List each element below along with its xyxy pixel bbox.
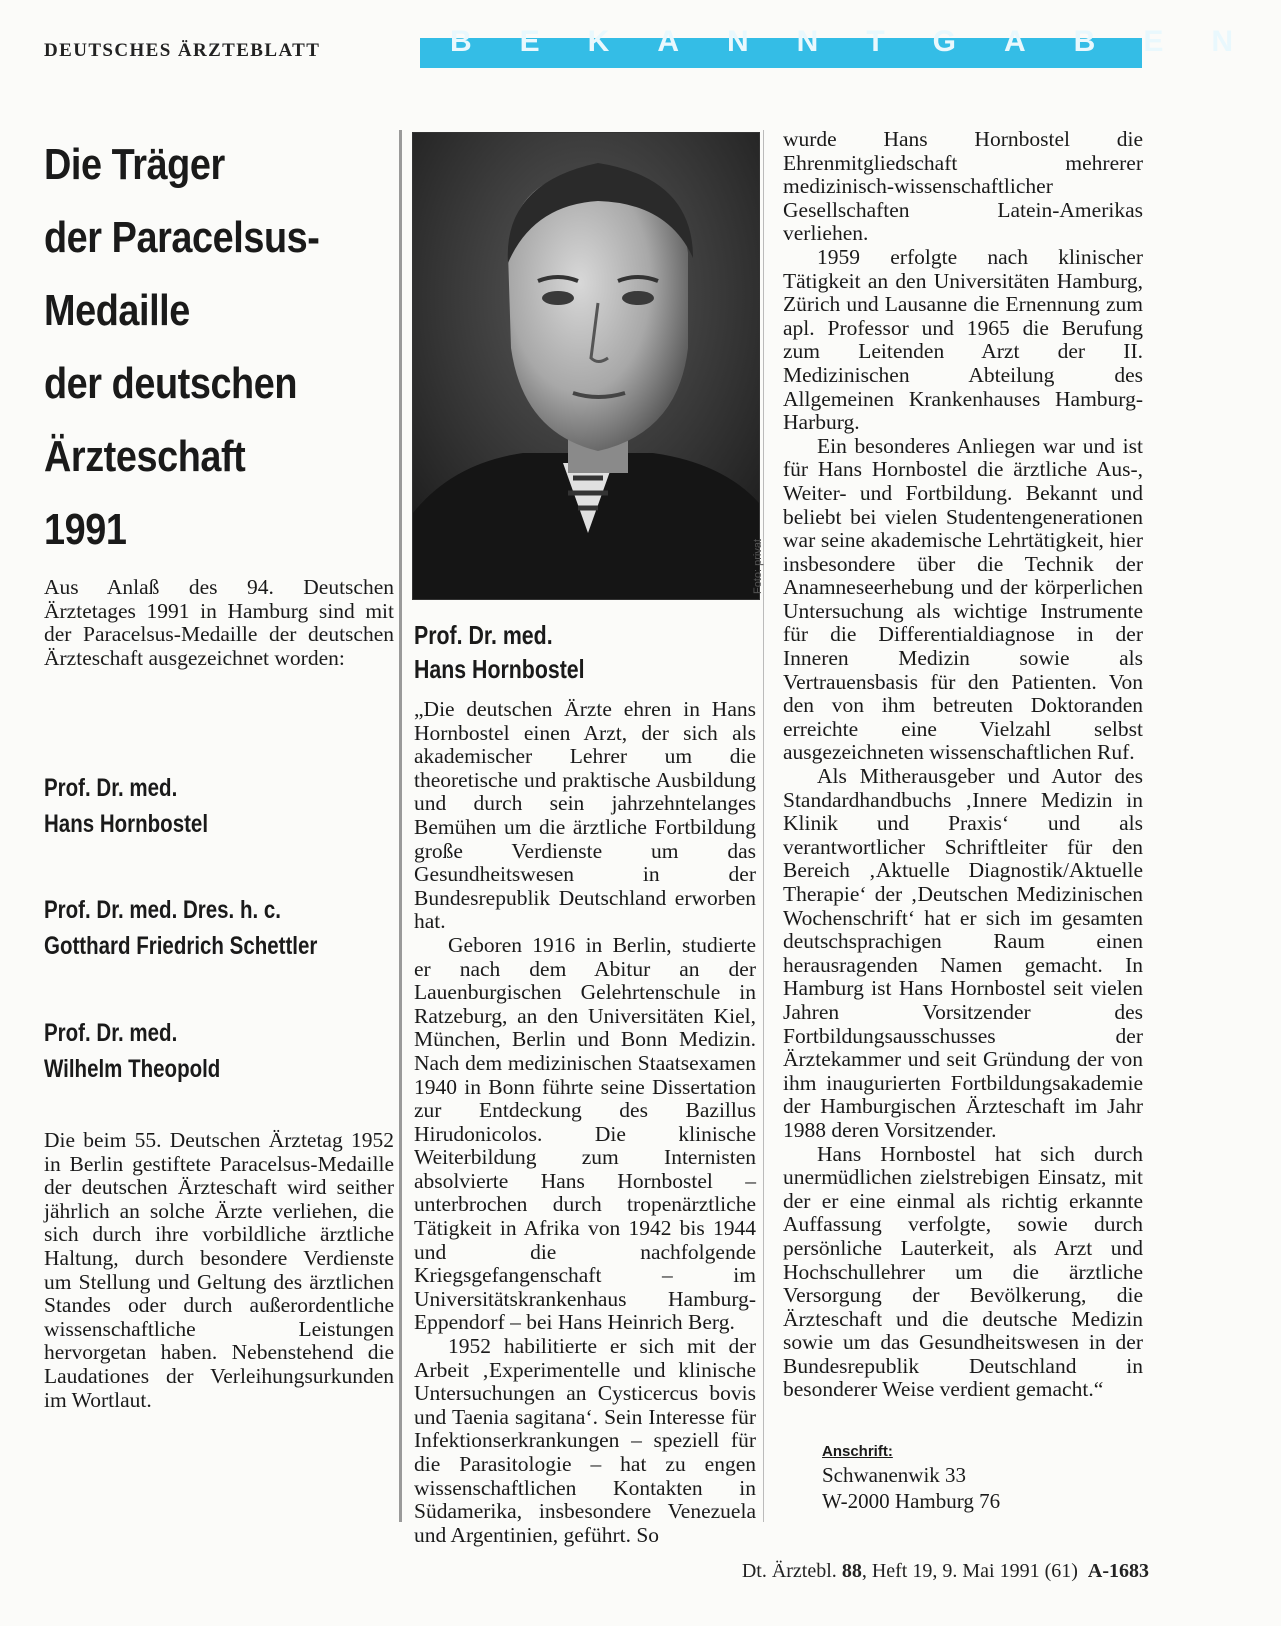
address-block — [822, 1442, 1142, 1514]
article-paragraph: 1952 habilitierte er sich mit der Arbeit ‚Experimentelle und klinische Untersuchungen an Cysticercus bovis und Taenia sagitana‘. Sein Interesse für Infektionserkrankungen – speziell für die Parasitologie – hat zu engen wissenschaftlichen Kontakten in Südamerika, insbesondere Venezuela und Argentinien, geführt. So — [414, 1334, 756, 1547]
column-divider — [399, 130, 402, 1522]
article-paragraph: Als Mitherausgeber und Autor des Standardhandbuchs ‚Innere Medizin in Klinik und Praxis‘ und als verantwortlicher Schriftleiter für den Bereich ‚Aktuelle Diagnostik/Aktuelle Therapie‘ der ‚Deutschen Medizinischen Wochenschrift‘ hat er sich im gesamten deutschsprachigen Raum einen herausragenden Namen gemacht. In Hamburg ist Hans Hornbostel seit vielen Jahren Vorsitzender des Fortbildungsausschusses der Ärztekammer und seit Gründung der von ihm inaugurierten Fortbildungsakademie der Hamburgischen Ärzteschaft im Jahr 1988 deren Vorsitzender. — [783, 764, 1143, 1142]
page-footer — [742, 1560, 1149, 1583]
article-paragraph: Hans Hornbostel hat sich durch unermüdlichen zielstrebigen Einsatz, mit der er eine einmal als richtig erkannte Auffassung verfolgte, sowie durch persönliche Lauterkeit, als Arzt und Hochschullehrer um die ärztliche Versorgung der Bevölkerung, die Ärzteschaft und die deutsche Medizin sowie um das Gesundheitswesen in der Bundesrepublik Deutschland in besonderer Weise verdient gemacht.“ — [783, 1141, 1143, 1402]
title-line: der Paracelsus- — [44, 213, 320, 262]
portrait-image — [413, 133, 759, 599]
article-paragraph: wurde Hans Hornbostel die Ehrenmitgliedschaft mehrerer medizinisch-wissenschaftlicher Gesellschaften Latein-Amerikas verliehen. — [783, 127, 1143, 246]
section-banner — [420, 25, 1281, 68]
awardee-name: Wilhelm Theopold — [44, 1055, 221, 1083]
masthead: DEUTSCHES ÄRZTEBLATT — [44, 40, 321, 61]
awardee-name: Gotthard Friedrich Schettler — [44, 932, 318, 960]
section-banner-text: BEKANNTGABEN — [450, 25, 1281, 58]
address-line: Schwanenwik 33 — [822, 1463, 967, 1487]
portrait-person-name: Hans Hornbostel — [414, 654, 585, 684]
article-paragraph: 1959 erfolgte nach klinischer Tätigkeit an den Universitäten Hamburg, Zürich und Lausanne die Ernennung zum apl. Professor und 1965 die Berufung zum Leitenden Arzt der II. Medizinischen Abteilung des Allgemeinen Krankenhauses Hamburg-Harburg. — [783, 244, 1143, 435]
article-paragraph: „Die deutschen Ärzte ehren in Hans Hornbostel einen Arzt, der sich als akademischer Lehrer um die theoretische und praktische Ausbildung und durch sein jahrzehntelanges Bemühen um die ärztliche Fortbildung große Verdienste um das Gesundheitswesen in der Bundesrepublik Deutschland erworben hat. — [414, 697, 756, 934]
outro-paragraph: Die beim 55. Deutschen Ärztetag 1952 in Berlin gestiftete Paracelsus-Medaille der deutschen Ärzteschaft wird seither jährlich an solche Ärzte verliehen, die sich durch ihre vorbildliche ärztliche Haltung, durch besondere Verdienste um Stellung und Geltung des ärztlichen Standes oder durch außerordentliche wissenschaftliche Leistungen hervorgetan haben. Nebenstehend die Laudationes der Verleihungsurkunden im Wortlaut. — [44, 1128, 394, 1412]
article-column-3 — [783, 128, 1143, 1402]
article-column-2 — [414, 698, 756, 1547]
footer-volume: 88 — [841, 1560, 862, 1582]
article-paragraph: Geboren 1916 in Berlin, studierte er nach dem Abitur an der Lauenburgischen Gelehrtenschule in Ratzeburg, an den Universitäten Kiel, München, Berlin und Bonn Medizin. Nach dem medizinischen Staatsexamen 1940 in Bonn führte seine Dissertation zur Entdeckung des Bazillus Hirudonicolos. Die klinische Weiterbildung zum Internisten absolvierte Hans Hornbostel – unterbrochen durch tropenärztliche Tätigkeit in Afrika von 1942 bis 1944 und die nachfolgende Kriegsgefangenschaft – im Universitätskrankenhaus Hamburg-Eppendorf – bei Hans Heinrich Berg. — [414, 932, 756, 1335]
awardee-1 — [44, 770, 372, 842]
page-number: A-1683 — [1087, 1560, 1149, 1582]
article-paragraph: Ein besonderes Anliegen war und ist für Hans Hornbostel die ärztliche Aus-, Weiter- und Fortbildung. Bekannt und beliebt bei vielen Studentengenerationen war seine akademische Lehrtätigkeit, hier insbesondere über die Technik der Anamneseerhebung und der körperlichen Untersuchung als wichtige Instrumente für die Differentialdiagnose in der Inneren Medizin sowie als Vertrauensbasis für den Patienten. Von den von ihm betreuten Doktoranden erreichte eine Vielzahl selbst ausgezeichneten wissenschaftlichen Ruf. — [783, 433, 1143, 765]
title-line: 1991 — [44, 505, 127, 554]
title-line: Ärzteschaft — [44, 432, 246, 481]
intro-paragraph: Aus Anlaß des 94. Deutschen Ärztetages 1991 in Hamburg sind mit der Paracelsus-Medaille der deutschen Ärzteschaft ausgezeichnet worden: — [44, 575, 394, 670]
awardee-title: Prof. Dr. med. — [44, 1019, 178, 1047]
address-label: Anschrift: — [822, 1443, 893, 1460]
awardee-3 — [44, 1015, 372, 1087]
portrait-caption — [414, 618, 693, 686]
awardee-title: Prof. Dr. med. — [44, 774, 178, 802]
portrait-photo — [412, 132, 760, 600]
title-line: der deutschen — [44, 359, 298, 408]
column-divider — [763, 130, 764, 1522]
awardee-title: Prof. Dr. med. Dres. h. c. — [44, 896, 281, 924]
page-title — [44, 128, 354, 566]
awardee-2 — [44, 892, 372, 964]
portrait-title: Prof. Dr. med. — [414, 620, 553, 650]
awardee-name: Hans Hornbostel — [44, 810, 209, 838]
address-line: W-2000 Hamburg 76 — [822, 1489, 1001, 1513]
title-line: Medaille — [44, 286, 190, 335]
footer-issue: , Heft 19, 9. Mai 1991 (61) — [861, 1560, 1078, 1582]
photo-credit: Foto: privat — [752, 538, 764, 594]
footer-journal: Dt. Ärztebl. — [741, 1560, 837, 1582]
title-line: Die Träger — [44, 140, 225, 189]
